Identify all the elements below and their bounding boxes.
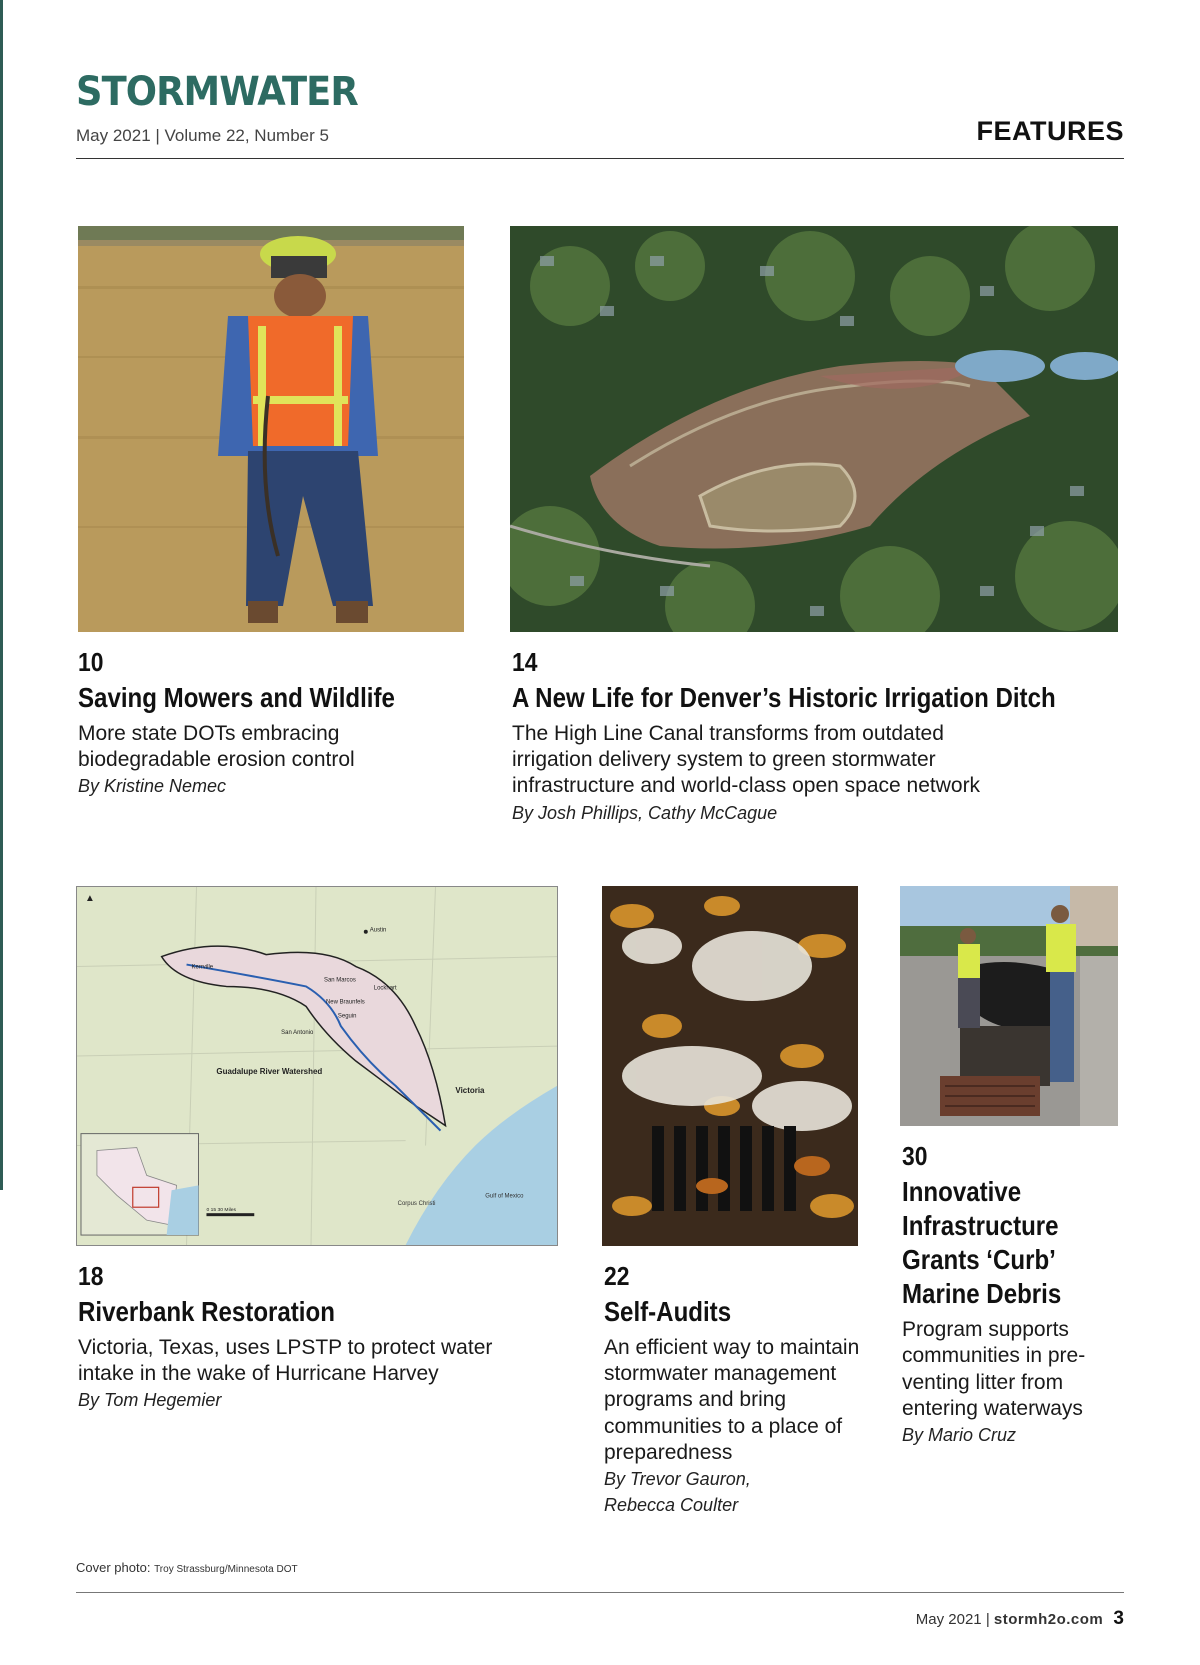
article-page-number: 30 [902, 1141, 928, 1171]
article-byline: By Mario Cruz [902, 1425, 1017, 1446]
footer-date: May 2021 [915, 1611, 982, 1628]
footer-divider [76, 1592, 1124, 1593]
map-city-new-braunfels: New Braunfels [325, 999, 365, 1006]
cover-credit-label: Cover photo: [76, 1560, 151, 1575]
map-guadalupe-watershed [76, 886, 558, 1246]
article-dek: Victoria, Texas, uses LPSTP to protect water intake in the wake of Hurricane Harvey [78, 1335, 493, 1385]
article-dek: Program supports communities in pre-venting litter from entering waterways [902, 1318, 1086, 1420]
article-byline: By Trevor Gauron, Rebecca Coulter [604, 1469, 751, 1516]
article-self-audits[interactable] [604, 1262, 866, 1518]
footer-page-number: 3 [1113, 1608, 1124, 1629]
article-byline: By Tom Hegemier [78, 1390, 222, 1411]
article-page-number: 10 [78, 647, 104, 677]
map-city-lockhart: Lockhart [373, 985, 397, 992]
map-city-kerrville: Kerrville [191, 964, 214, 971]
map-city-seguin: Seguin [337, 1013, 357, 1020]
map-gulf-label: Gulf of Mexico [485, 1193, 524, 1200]
article-headline[interactable]: Self-Audits [604, 1295, 732, 1327]
photo-aerial-canal [510, 226, 1118, 632]
article-dek: More state DOTs embracing biodegradable erosion control [78, 721, 355, 771]
map-city-victoria: Victoria [455, 1085, 485, 1095]
article-headline[interactable]: Riverbank Restoration [78, 1295, 335, 1327]
article-saving-mowers[interactable] [78, 648, 478, 799]
cover-credit-name: Troy Strassburg/Minnesota DOT [154, 1564, 298, 1575]
map-scale-label: 0 15 30 Miles [206, 1208, 237, 1214]
cover-photo-credit [76, 1560, 298, 1575]
stormwater-logo: STORMWATER [76, 69, 358, 115]
page-edge-bar [0, 0, 3, 1190]
masthead [76, 69, 382, 115]
photo-worker-field [78, 226, 464, 632]
article-headline[interactable]: Innovative Infrastructure Grants ‘Curb’ Marine Debris [902, 1175, 1062, 1310]
map-city-corpus-christi: Corpus Christi [397, 1201, 436, 1208]
map-north-arrow-icon: ▲ [84, 892, 95, 904]
footer-site-link[interactable]: stormh2o.com [993, 1611, 1104, 1628]
article-page-number: 22 [604, 1261, 630, 1291]
article-dek: An efficient way to maintain stormwater management programs and bring communities to a place of preparedness [604, 1335, 860, 1464]
section-title: FEATURES [976, 116, 1124, 146]
article-denver-ditch[interactable] [512, 647, 1056, 826]
article-dek: The High Line Canal transforms from outdated irrigation delivery system to green stormwater infrastructure and world-class open space network [512, 721, 981, 798]
footer-separator: | [985, 1611, 994, 1628]
photo-curb-inlet-workers [900, 886, 1118, 1126]
article-headline[interactable]: A New Life for Denver’s Historic Irrigation Ditch [512, 681, 1056, 713]
map-watershed-label: Guadalupe River Watershed [216, 1066, 323, 1076]
photo-storm-drain-leaves [602, 886, 858, 1246]
map-city-san-antonio: San Antonio [281, 1030, 314, 1037]
article-riverbank-restoration[interactable] [78, 1262, 538, 1413]
article-curb-marine-debris[interactable] [902, 1142, 1124, 1448]
issue-info: May 2021 | Volume 22, Number 5 [76, 126, 329, 145]
map-city-san-marcos: San Marcos [323, 977, 356, 984]
article-byline: By Kristine Nemec [78, 776, 227, 797]
header-divider [76, 158, 1124, 159]
article-page-number: 18 [78, 1261, 104, 1291]
article-page-number: 14 [512, 647, 538, 677]
page-footer [916, 1608, 1124, 1630]
article-headline[interactable]: Saving Mowers and Wildlife [78, 681, 395, 713]
map-city-austin: Austin [369, 927, 387, 934]
article-byline: By Josh Phillips, Cathy McCague [512, 802, 778, 823]
